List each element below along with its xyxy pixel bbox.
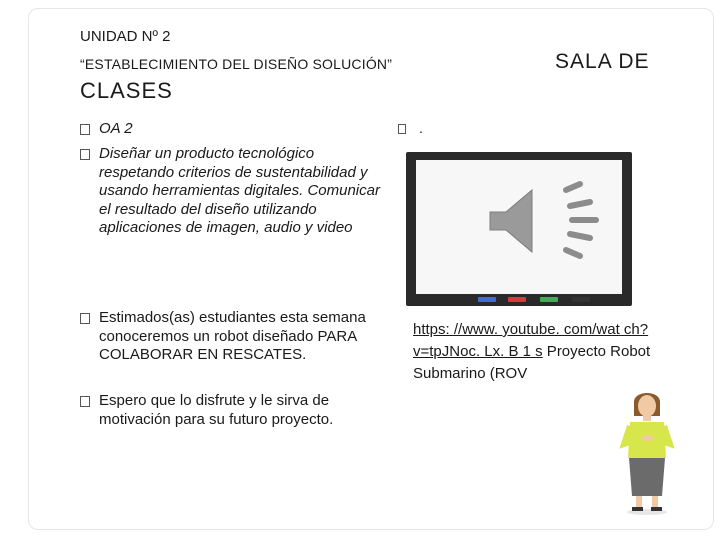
bullet-objective-text: Diseñar un producto tecnológico respetando criterios de sustentabilidad y usando herramientas digitales. Comunicar el resultado del diseño utilizando aplicaciones de imagen, audio y video xyxy=(99,145,380,236)
video-reference xyxy=(413,319,663,385)
bullet-closing xyxy=(80,392,370,429)
checkbox-bullet-icon xyxy=(398,124,406,134)
title-unit: UNIDAD Nº 2 xyxy=(80,28,171,45)
title-sala: SALA DE xyxy=(555,50,650,73)
bullet-right-text: . xyxy=(419,120,423,136)
youtube-link[interactable]: https: //www. youtube. com/wat ch? v=tpJNoc. Lx. B 1 s xyxy=(413,321,649,360)
bullet-right xyxy=(398,120,423,136)
teacher-clipart-icon xyxy=(612,388,682,518)
title-subtitle: “ESTABLECIMIENTO DEL DISEÑO SOLUCIÓN” xyxy=(80,56,393,72)
bullet-closing-text: Espero que lo disfrute y le sirva de motivación para su futuro proyecto. xyxy=(99,392,334,428)
bullet-greeting-text: Estimados(as) estudiantes esta semana conoceremos un robot diseñado PARA COLABORAR EN RESCATES. xyxy=(99,309,366,363)
bullet-objective xyxy=(80,145,380,238)
checkbox-bullet-icon xyxy=(80,124,90,135)
checkbox-bullet-icon xyxy=(80,396,90,407)
checkbox-bullet-icon xyxy=(80,313,90,324)
bullet-oa-text: OA 2 xyxy=(99,120,133,137)
bullet-greeting xyxy=(80,309,370,365)
title-clases: CLASES xyxy=(80,78,173,103)
bullet-oa xyxy=(80,120,133,139)
video-description: Proyecto Robot Submarino (ROV xyxy=(413,343,651,382)
speaker-icon[interactable] xyxy=(480,180,610,260)
checkbox-bullet-icon xyxy=(80,149,90,160)
whiteboard-tray xyxy=(416,297,622,303)
